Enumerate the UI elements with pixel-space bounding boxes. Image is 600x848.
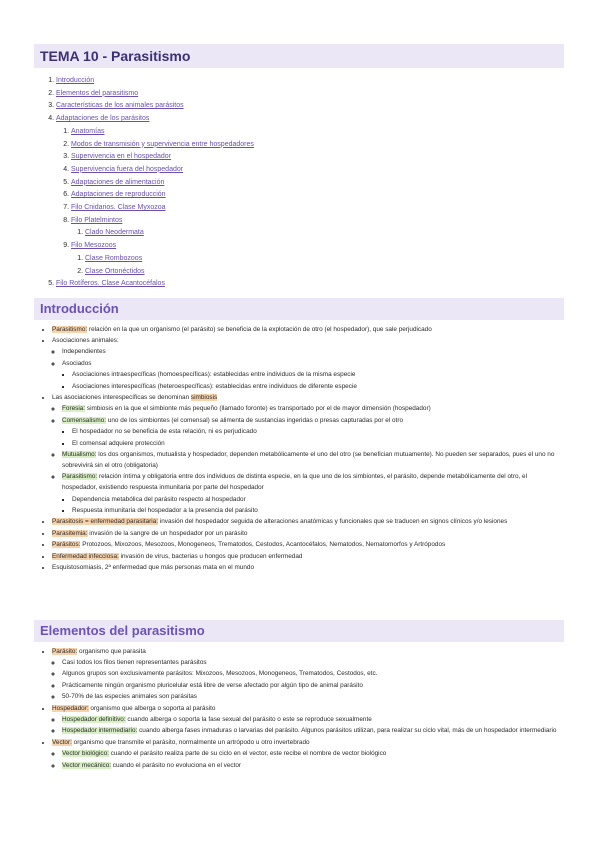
- toc-subsubitem: [85, 253, 560, 266]
- list-item: [62, 715, 562, 726]
- list-item: [52, 529, 562, 540]
- term-highlight: Hospedador:: [52, 704, 89, 712]
- list-item: [62, 692, 562, 703]
- list-item: [62, 472, 562, 517]
- list-item: [72, 370, 562, 381]
- table-of-contents: [40, 75, 560, 291]
- list-item: [62, 450, 562, 472]
- list-item-text: Protozoos, Mixozoos, Mesozoos, Monogeneos, Trematodos, Cestodos, Acantocéfalos, Nematodos, Nematomorfos y Artrópodos: [80, 541, 446, 549]
- toc-sublist: [56, 126, 560, 278]
- list-item-text: organismo que parasita: [77, 647, 146, 655]
- list-item-text: invasión de virus, bacterias u hongos que producen enfermedad: [118, 552, 303, 560]
- toc-link-elementos[interactable]: Elementos del parasitismo: [56, 89, 139, 97]
- list-item-text: invasión del hospedador seguida de alteraciones anatómicas y funcionales que se traducen en signos clínicos y/o lesiones: [158, 518, 508, 526]
- list-item-text: El comensal adquiere protección: [72, 439, 165, 447]
- toc-subitem: [71, 139, 560, 152]
- term-highlight: Mutualismo:: [62, 450, 97, 458]
- term-highlight: Parasitismo:: [52, 325, 88, 333]
- toc-subsublist: [71, 227, 560, 240]
- list-item: [62, 658, 562, 669]
- bullet-sublist: [52, 404, 562, 517]
- list-item: [62, 669, 562, 680]
- toc-link-platelmintos[interactable]: Filo Platelmintos: [71, 216, 123, 224]
- list-item: [52, 647, 562, 704]
- toc-link-modos-transmision[interactable]: Modos de transmisión y supervivencia entre hospedadores: [71, 140, 254, 148]
- toc-link-reproduccion[interactable]: Adaptaciones de reproducción: [71, 191, 166, 199]
- list-item-text: Respuesta inmunitaria del hospedador a la presencia del parásito: [72, 507, 258, 514]
- list-item: [62, 404, 562, 415]
- toc-link-mesozoos[interactable]: Filo Mesozoos: [71, 242, 117, 250]
- toc-subitem: [71, 215, 560, 240]
- list-item-text: El hospedador no se beneficia de esta relación, ni es perjudicado: [72, 428, 257, 436]
- term-highlight: Hospedador definitivo:: [62, 715, 126, 723]
- bullet-list: [40, 647, 562, 772]
- list-item-text: Asociaciones intraespecíficas (homoespecíficas): establecidas entre individuos de la misma especie: [72, 371, 356, 379]
- list-item-text: 50-70% de las especies animales son parásitas: [62, 693, 197, 701]
- bullet-list: [40, 325, 562, 574]
- toc-subitem: [71, 202, 560, 215]
- bullet-sublist: [52, 658, 562, 703]
- toc-link-rotiferos[interactable]: Filo Rotíferos. Clase Acantocéfalos: [56, 280, 165, 288]
- list-item-text: cuando el parásito no evoluciona en el vector: [111, 761, 242, 769]
- elementos-section: [40, 646, 562, 772]
- bullet-sublist: [62, 370, 562, 392]
- toc-link-supervivencia-fuera[interactable]: Supervivencia fuera del hospedador: [71, 165, 184, 173]
- term-highlight: Vector:: [52, 738, 72, 746]
- bullet-sublist: [52, 715, 562, 737]
- list-item-text: Asociaciones interespecíficas (heteroespecíficas): establecidas entre individuos de diferente especie: [72, 382, 357, 390]
- bullet-sublist: [52, 347, 562, 392]
- term-highlight: Parasitemia:: [52, 529, 88, 537]
- term-highlight: Foresia:: [62, 405, 86, 413]
- list-item: [52, 563, 562, 574]
- term-highlight: Vector biológico:: [62, 750, 109, 758]
- term-highlight: Vector mecánico:: [62, 761, 112, 769]
- term-highlight: Enfermedad infecciosa:: [52, 552, 119, 560]
- list-item: [52, 336, 562, 393]
- toc-subitem: [71, 151, 560, 164]
- list-item-text: Prácticamente ningún organismo pluricelular está libre de verse afectado por algún tipo de animal parásito: [62, 681, 363, 689]
- section-heading-elementos: Elementos del parasitismo: [34, 620, 564, 642]
- term-highlight: Comensalismo:: [62, 416, 107, 424]
- list-item-text: Algunos grupos son exclusivamente parásitos: Mixozoos, Mesozoos, Monogeneos, Trematodos, Cestodos, etc.: [62, 670, 378, 678]
- list-item: [52, 552, 562, 563]
- list-item-text: relación en la que un organismo (el parásito) se beneficia de la explotación de otro (el hospedador), que sale perjudicado: [87, 325, 432, 333]
- introduccion-section: [40, 324, 562, 574]
- toc-item: [56, 88, 560, 101]
- list-item: [72, 439, 562, 450]
- toc-subitem: [71, 240, 560, 278]
- list-item: [62, 347, 562, 358]
- list-item-text: organismo que transmite el parásito, normalmente un artrópodo u otro invertebrado: [71, 738, 310, 746]
- list-item-text: Dependencia metabólica del parásito respecto al hospedador: [72, 495, 246, 503]
- toc-subsubitem: [85, 266, 560, 279]
- page-title: TEMA 10 - Parasitismo: [34, 44, 564, 68]
- toc-list: [40, 75, 560, 291]
- list-item: [62, 416, 562, 450]
- toc-link-adaptaciones[interactable]: Adaptaciones de los parásitos: [56, 115, 150, 123]
- list-item: [62, 681, 562, 692]
- toc-link-neodermata[interactable]: Clado Neodermata: [85, 229, 144, 237]
- list-item-text: Las asociaciones interespecíficas se denominan: [52, 393, 191, 401]
- term-highlight: Parásitos:: [52, 541, 81, 549]
- term-highlight: simbiosis: [190, 393, 218, 401]
- toc-item: [56, 100, 560, 113]
- list-item: [52, 738, 562, 772]
- list-item-text: relación íntima y obligatoria entre dos individuos de distinta especie, en la que uno de los simbiontes, el parásito, depende metabólicamente del otro, el hospedador, existiendo respuesta inmunitaria por parte del hospedador: [62, 473, 528, 492]
- list-item: [62, 761, 562, 772]
- toc-link-ortonectidos[interactable]: Clase Ortonéctidos: [85, 267, 145, 275]
- toc-item: [56, 75, 560, 88]
- toc-link-caracteristicas[interactable]: Características de los animales parásitos: [56, 102, 184, 110]
- toc-subsublist: [71, 253, 560, 278]
- toc-item: [56, 113, 560, 278]
- bullet-sublist: [52, 749, 562, 771]
- toc-subitem: [71, 177, 560, 190]
- toc-item: [56, 278, 560, 291]
- toc-link-supervivencia-en[interactable]: Supervivencia en el hospedador: [71, 153, 172, 161]
- list-item: [62, 359, 562, 393]
- toc-subitem: [71, 164, 560, 177]
- list-item: [62, 726, 562, 737]
- list-item: [52, 393, 562, 517]
- term-highlight: Parasitismo:: [62, 473, 98, 481]
- toc-link-cnidarios[interactable]: Filo Cnidarios. Clase Myxozoa: [71, 204, 166, 212]
- toc-subitem: [71, 126, 560, 139]
- bullet-sublist: [62, 495, 562, 517]
- section-heading-introduccion: Introducción: [34, 298, 564, 320]
- term-highlight: Parásito:: [52, 647, 78, 655]
- bullet-sublist: [62, 427, 562, 449]
- term-highlight: Hospedador intermediario:: [62, 727, 138, 735]
- list-item-text: Esquistosomiasis, 2ª enfermedad que más personas mata en el mundo: [52, 564, 255, 572]
- list-item-text: organismo que alberga o soporta al parásito: [88, 704, 216, 712]
- list-item-text: uno de los simbiontes (el comensal) se alimenta de sustancias ingeridas o presas capturadas por el otro: [106, 416, 404, 424]
- list-item-text: Asociaciones animales:: [52, 336, 119, 344]
- toc-link-anatomias[interactable]: Anatomías: [71, 127, 105, 135]
- toc-link-alimentacion[interactable]: Adaptaciones de alimentación: [71, 178, 165, 186]
- list-item: [52, 325, 562, 336]
- list-item: [62, 749, 562, 760]
- list-item-text: cuando alberga fases inmaduras o larvarias del parásito. Algunos parásitos utilizan, para realizar su ciclo vital, más de un hospedador intermediario: [137, 727, 557, 735]
- list-item: [72, 382, 562, 393]
- list-item: [72, 506, 562, 517]
- toc-subitem: [71, 189, 560, 202]
- list-item: [52, 704, 562, 738]
- list-item-text: invasión de la sangre de un hospedador por un parásito: [87, 529, 248, 537]
- toc-link-introduccion[interactable]: Introducción: [56, 77, 95, 84]
- list-item: [52, 540, 562, 551]
- list-item-text: cuando alberga o soporta la fase sexual del parásito o este se reproduce sexualmente: [125, 715, 372, 723]
- list-item: [72, 495, 562, 506]
- toc-subsubitem: [85, 227, 560, 240]
- list-item: [72, 427, 562, 438]
- list-item-text: Asociados: [62, 359, 92, 367]
- list-item-text: Casi todos los filos tienen representantes parásitos: [62, 658, 207, 666]
- list-item-text: los dos organismos, mutualista y hospedador, dependen metabólicamente el uno del otro (se benefician mutuamente). No pueden ser separados, pues el uno no sobrevivirá sin el otro (obligatoria): [62, 450, 555, 469]
- term-highlight: Parasitosis = enfermedad parasitaria:: [52, 518, 159, 526]
- list-item-text: Independientes: [62, 348, 106, 356]
- list-item-text: simbiosis en la que el simbionte más pequeño (llamado foronte) es transportado por el de mayor dimensión (hospedador): [85, 405, 431, 413]
- list-item: [52, 517, 562, 528]
- toc-link-rombozoos[interactable]: Clase Rombozoos: [85, 254, 143, 262]
- list-item-text: cuando el parásito realiza parte de su ciclo en el vector, este recibe el nombre de vector biológico: [108, 750, 387, 758]
